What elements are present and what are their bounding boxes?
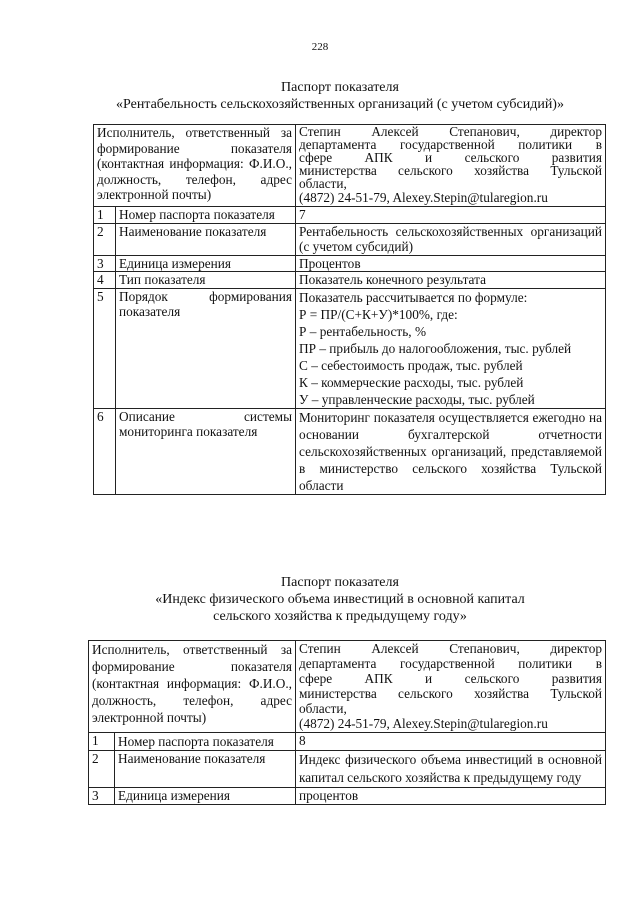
row-value: 8 [296, 733, 606, 751]
passport-2-title [70, 574, 610, 625]
row-number: 6 [94, 408, 116, 494]
formula-line: Р = ПР/(С+К+У)*100%, где: [299, 306, 458, 322]
formula-line: С – себестоимость продаж, тыс. рублей [299, 357, 523, 373]
row-label: Порядок формирования показателя [116, 288, 296, 408]
formula-row [94, 288, 606, 408]
row-label: Единица измерения [115, 788, 296, 805]
row-number: 2 [94, 223, 116, 255]
table-row [89, 733, 606, 751]
formula-line: Показатель рассчитывается по формуле: [299, 289, 528, 305]
formula-line: Р – рентабельность, % [299, 323, 427, 339]
row-label: Наименование показателя [115, 751, 296, 788]
table-row [89, 751, 606, 788]
passport-2-title-indicator-cont: сельского хозяйства к предыдущему году» [213, 609, 467, 624]
executor-line: сфере АПК и сельского развития [299, 671, 602, 686]
row-value: Рентабельность сельскохозяйственных организаций (с учетом субсидий) [296, 223, 606, 255]
passport-2-title-indicator: «Индекс физического объема инвестиций в основной капитал [155, 592, 525, 607]
table-row [89, 788, 606, 805]
executor-line: Степин Алексей Степанович, директор [299, 641, 602, 656]
row-value: Показатель конечного результата [296, 272, 606, 289]
executor-line: департамента государственной политики в [299, 137, 602, 152]
executor-contacts: (4872) 24-51-79, Alexey.Stepin@tularegion.ru [299, 190, 548, 205]
passport-1-title [70, 79, 610, 113]
row-label: Единица измерения [116, 255, 296, 272]
executor-line: министерства сельского хозяйства Тульской [299, 686, 602, 701]
formula-description [296, 288, 606, 408]
row-value: Мониторинг показателя осуществляется ежегодно на основании бухгалтерской отчетности сельскохозяйственных организаций, представляемой в министерство сельского хозяйства Тульской области [296, 408, 606, 494]
executor-value [296, 125, 606, 207]
row-number: 5 [94, 288, 116, 408]
row-number: 4 [94, 272, 116, 289]
passport-2-title-heading: Паспорт показателя [281, 575, 399, 590]
row-number: 1 [94, 207, 116, 224]
row-value: 7 [296, 207, 606, 224]
row-label: Тип показателя [116, 272, 296, 289]
row-label: Номер паспорта показателя [115, 733, 296, 751]
formula-line: У – управленческие расходы, тыс. рублей [299, 391, 535, 407]
executor-row [89, 641, 606, 733]
table-row [94, 255, 606, 272]
executor-label: Исполнитель, ответственный за формирование показателя (контактная информация: Ф.И.О., должность, телефон, адрес электронной почты) [94, 125, 296, 207]
executor-contacts: (4872) 24-51-79, Alexey.Stepin@tularegion.ru [299, 716, 548, 731]
executor-line: Степин Алексей Степанович, директор [299, 124, 602, 139]
executor-line: области, [299, 701, 347, 716]
row-number: 2 [89, 751, 115, 788]
row-value: процентов [296, 788, 606, 805]
formula-line: ПР – прибыль до налогообложения, тыс. рублей [299, 340, 572, 356]
row-label: Наименование показателя [116, 223, 296, 255]
executor-line: департамента государственной политики в [299, 656, 602, 671]
executor-row [94, 125, 606, 207]
table-row [94, 207, 606, 224]
executor-line: области, [299, 176, 347, 191]
passport-1-title-indicator: «Рентабельность сельскохозяйственных организаций (с учетом субсидий)» [116, 97, 564, 112]
table-row [94, 272, 606, 289]
executor-label: Исполнитель, ответственный за формирование показателя (контактная информация: Ф.И.О., должность, телефон, адрес электронной почты) [89, 641, 296, 733]
row-number: 3 [94, 255, 116, 272]
passport-1-title-heading: Паспорт показателя [281, 80, 399, 95]
executor-line: министерства сельского хозяйства Тульской [299, 163, 602, 178]
row-number: 3 [89, 788, 115, 805]
passport-2-table [88, 640, 606, 805]
row-label: Номер паспорта показателя [116, 207, 296, 224]
row-value: Процентов [296, 255, 606, 272]
table-row [94, 223, 606, 255]
row-value: Индекс физического объема инвестиций в основной капитал сельского хозяйства к предыдущему году [296, 751, 606, 788]
monitoring-row [94, 408, 606, 494]
passport-1-table [93, 124, 606, 495]
executor-line: сфере АПК и сельского развития [299, 150, 602, 165]
formula-line: К – коммерческие расходы, тыс. рублей [299, 374, 524, 390]
executor-value [296, 641, 606, 733]
row-label: Описание системы мониторинга показателя [116, 408, 296, 494]
page-number: 228 [311, 41, 329, 53]
row-number: 1 [89, 733, 115, 751]
